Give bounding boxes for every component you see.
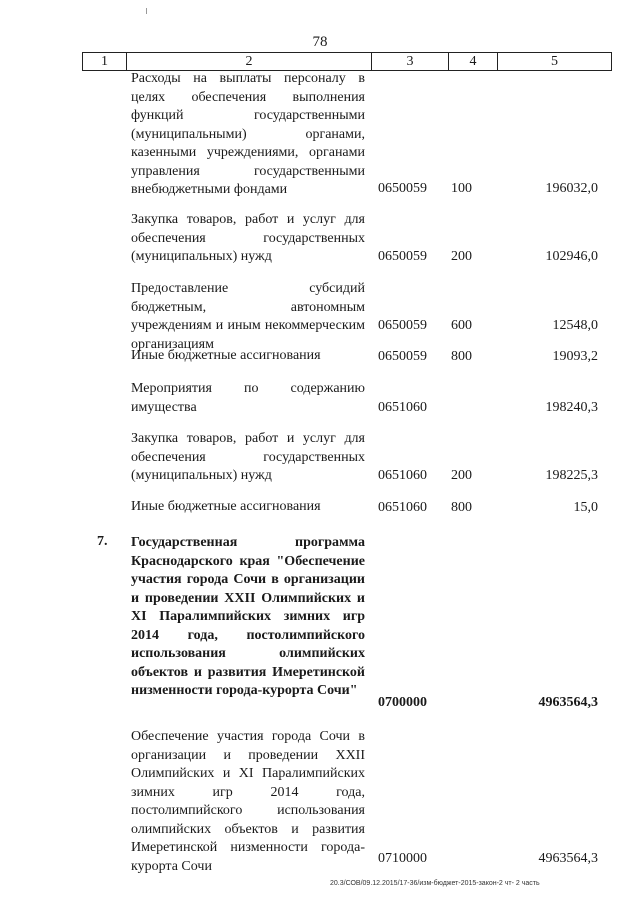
row-values [82, 499, 610, 517]
row-kind: 200 [451, 249, 472, 264]
row-name: Обеспечение участия города Сочи в организации и проведении XXII Олимпийских и XI Паралимпийских зимних игр 2014 года, постолимпийского использования олимпийских объектов и развития Имеретинской низменности города-курорта Сочи [131, 729, 365, 874]
row-number: 7. [97, 534, 108, 549]
row-name: Закупка товаров, работ и услуг для обеспечения государственных (муниципальных) нужд [131, 212, 365, 264]
row-code: 0651060 [378, 500, 427, 515]
page-number: 78 [312, 34, 328, 50]
row-values [82, 467, 610, 485]
header-col-1: 1 [83, 53, 127, 70]
row-values [82, 399, 610, 417]
row-amount: 12548,0 [552, 318, 598, 333]
row-code: 0650059 [378, 318, 427, 333]
table-row [82, 498, 610, 517]
table-row [82, 211, 610, 266]
row-values [82, 317, 610, 335]
row-name: Предоставление субсидий бюджетным, автономным учреждениям и иным некоммерческим организациям [131, 281, 365, 352]
table-row [82, 430, 610, 485]
table-header [82, 52, 612, 71]
row-code: 0650059 [378, 181, 427, 196]
table-row [82, 280, 610, 352]
row-kind: 600 [451, 318, 472, 333]
table-row [82, 728, 610, 874]
table-row [82, 347, 610, 366]
footer-doc-id: 20.3/СОВ/09.12.2015/17-36/изм-бюджет-2015-закон-2 чт- 2 часть [330, 880, 540, 887]
row-code: 0651060 [378, 400, 427, 415]
row-name: Иные бюджетные ассигнования [131, 499, 321, 514]
row-kind: 200 [451, 468, 472, 483]
row-values [82, 850, 610, 868]
header-col-5: 5 [551, 54, 558, 69]
row-name: Закупка товаров, работ и услуг для обеспечения государственных (муниципальных) нужд [131, 431, 365, 483]
row-name: Мероприятия по содержанию имущества [131, 381, 365, 415]
row-amount: 19093,2 [552, 349, 598, 364]
row-amount: 198240,3 [545, 400, 598, 415]
row-values [82, 694, 610, 712]
row-name: Иные бюджетные ассигнования [131, 348, 321, 363]
row-amount: 15,0 [573, 500, 598, 515]
row-kind: 800 [451, 349, 472, 364]
row-kind: 800 [451, 500, 472, 515]
row-name: Государственная программа Краснодарского края "Обеспечение участия города Сочи в организации и проведении XXII Олимпийских и XI Паралимпийских зимних игр 2014 года, постолимпийского использования олимпийских объектов и развития Имеретинской низменности города-курорта Сочи" [131, 535, 365, 698]
table-row [82, 380, 610, 417]
row-values [82, 180, 610, 198]
table-row [82, 70, 610, 198]
scan-mark [146, 8, 147, 14]
header-col-3: 3 [372, 53, 449, 70]
table-row-program [82, 534, 610, 712]
row-values [82, 348, 610, 366]
row-name: Расходы на выплаты персоналу в целях обеспечения выполнения функций государственными (муниципальными) органами, казенными учреждениями, органами управления государственными внебюджетными фондами [131, 71, 365, 197]
row-amount: 4963564,3 [538, 851, 598, 866]
row-code: 0710000 [378, 851, 427, 866]
header-col-2: 2 [127, 53, 372, 70]
row-amount: 4963564,3 [538, 695, 598, 710]
row-amount: 196032,0 [545, 181, 598, 196]
row-kind: 100 [451, 181, 472, 196]
row-code: 0651060 [378, 468, 427, 483]
header-col-4: 4 [449, 53, 498, 70]
row-code: 0650059 [378, 349, 427, 364]
row-code: 0650059 [378, 249, 427, 264]
row-amount: 102946,0 [545, 249, 598, 264]
row-values [82, 248, 610, 266]
row-code: 0700000 [378, 695, 427, 710]
row-amount: 198225,3 [545, 468, 598, 483]
